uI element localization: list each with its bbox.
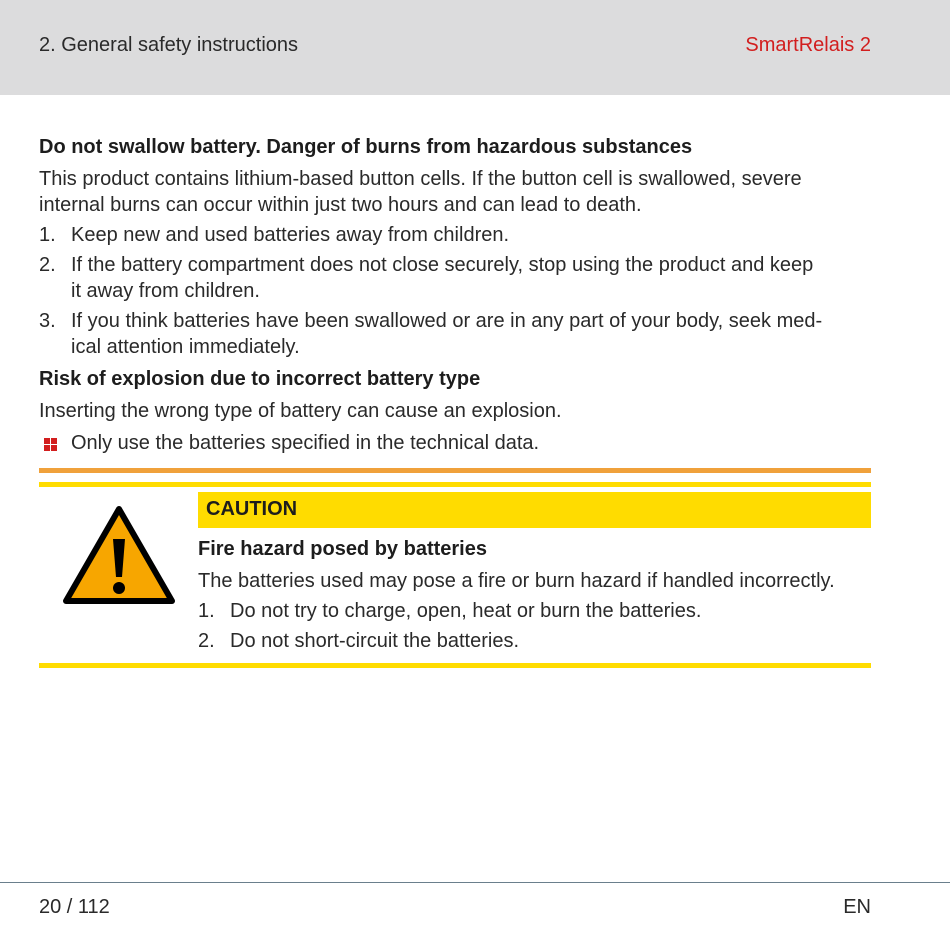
caution-label-bar [198,492,871,528]
caution-rule-top [39,482,871,487]
caution-text: The batteries used may pose a fire or burn hazard if handled incorrectly. [198,570,835,592]
step-item: 3. If you think batteries have been swallowed or are in any part of your body, seek med- ical attention immediately. [39,310,823,358]
warning-triangle-icon [62,505,176,605]
page-number: 20 / 112 [39,896,110,918]
caution-body [198,536,888,658]
section-heading-swallow: Do not swallow battery. Danger of burns from hazardous substances [39,136,693,158]
caution-heading: Fire hazard posed by batteries [198,538,487,560]
section-body-explosion: Inserting the wrong type of battery can cause an explosion. [39,400,562,422]
step-item: 1. Do not try to charge, open, heat or burn the batteries. [198,600,702,622]
divider-orange [39,468,871,473]
section-title: 2. General safety instructions [39,34,299,56]
section-heading-explosion: Risk of explosion due to incorrect battery type [39,368,481,390]
product-name: SmartRelais 2 [745,34,871,56]
main-content [39,134,871,456]
caution-label: CAUTION [206,498,298,520]
section-body-swallow: This product contains lithium-based button cells. If the button cell is swallowed, severe internal burns can occur within just two hours and can lead to death. [39,168,802,216]
step-item: 1. Keep new and used batteries away from children. [39,224,510,246]
bullet-square-icon [44,438,57,451]
step-item: 2. Do not short-circuit the batteries. [198,630,520,652]
step-item: 2. If the battery compartment does not close securely, stop using the product and keep it away from children. [39,254,814,302]
bullet-item: Only use the batteries specified in the technical data. [39,430,871,456]
steps-list-caution [198,598,888,654]
steps-list-swallow [39,222,871,360]
footer-divider [0,882,950,883]
caution-rule-bottom [39,663,871,668]
language-code: EN [843,896,871,918]
page-header [0,0,950,95]
